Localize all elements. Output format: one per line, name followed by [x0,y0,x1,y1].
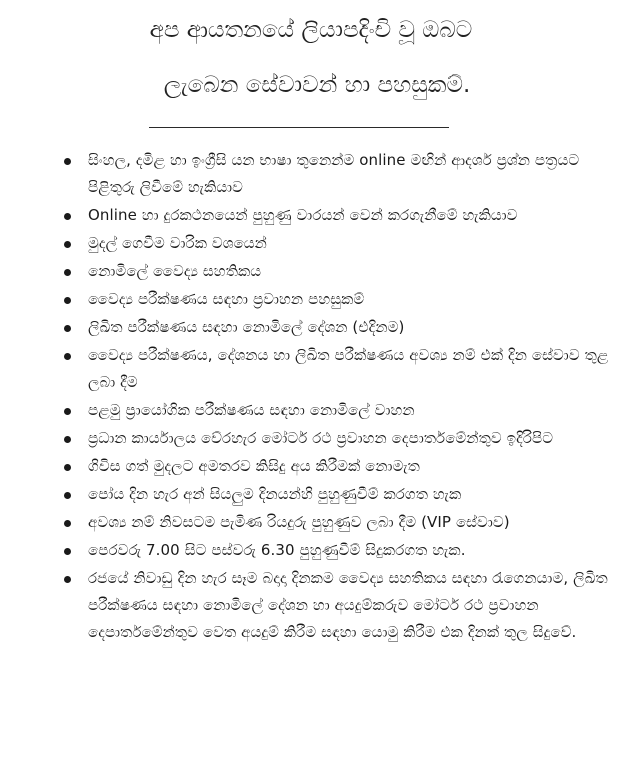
bullet-icon [64,353,71,360]
list-item-text: පළමු ප්‍රායෝගික පරීක්ෂණය සඳහා නොමිලේ වාහන [88,401,415,419]
list-item [64,342,624,396]
services-list [64,147,624,647]
list-item [64,397,624,424]
page-title-line-1: අප ආයතනයේ ලියාපදිංචි වූ ඔබට [149,17,473,43]
list-item-text: වෛද්‍ය පරීක්ෂණය සඳහා ප්‍රවාහන පහසුකම් [88,290,365,308]
list-item [64,481,624,508]
list-item [64,509,624,536]
list-item-text: නොමිලේ වෛද්‍ය සහතිකය [88,262,262,280]
list-item-text: පෝය දින හැර අන් සියලුම දිනයන්හි පුහුණුවීම් කරගත හැක [88,485,462,503]
list-item [64,565,624,646]
list-item [64,202,624,229]
bullet-icon [64,576,71,583]
list-item-text: ගිවිස ගත් මුදලට අමතරව කිසිදු අය කිරීමක් නොමැත [88,457,420,475]
list-item-text: Online හා දුරකථනයෙන් පුහුණු වාරයන් වෙන් කරගැනීමේ හැකියාව [88,206,518,224]
list-item-text: ලිඛිත පරීක්ෂණය සඳහා නොමිලේ දේශන (එදිනම) [88,318,405,336]
bullet-icon [64,269,71,276]
list-item [64,286,624,313]
bullet-icon [64,325,71,332]
bullet-icon [64,436,71,443]
list-item-text: රජයේ නිවාඩු දින හැර සෑම බදාදා දිනකම වෛද්‍ය සහතිකය සඳහා රැගෙනයාම, ලිඛිත පරීක්ෂණය සඳහා නොමිලේ දේශන හා අයදුම්කරුව මෝටර් රථ ප්‍රවාහන දෙපාර්තමේන්තුව වෙත අයදුම් කිරීම සඳහා යොමු කිරීම එක දිනක් තුල සිදුවේ. [88,569,608,641]
bullet-icon [64,241,71,248]
list-item-text: සිංහල, දමිළ හා ඉංග්‍රීසි යන භාෂා තුනෙන්ම online මඟින් ආදර්ශ ප්‍රශ්න පත්‍රයට පිළිතුරු ලිවීමේ හැකියාව [88,151,580,196]
list-item-text: මුදල් ගෙවීම වාරික වශයෙන් [88,234,267,252]
list-item [64,537,624,564]
bullet-icon [64,158,71,165]
bullet-icon [64,464,71,471]
list-item-text: පෙරවරු 7.00 සිට පස්වරු 6.30 පුහුණුවීම් සිදුකරගත හැක. [88,541,466,559]
title-divider [149,127,449,128]
list-item-text: වෛද්‍ය පරීක්ෂණය, දේශනය හා ලිඛිත පරීක්ෂණය අවශ්‍ය නම් එක් දින සේවාව තුළ ලබා දීම [88,346,609,391]
list-item [64,230,624,257]
bullet-icon [64,297,71,304]
list-item-text: අවශ්‍ය නම් නිවසටම පැමිණ රියදුරු පුහුණුව ලබා දීම (VIP සේවාව) [88,513,510,531]
bullet-icon [64,548,71,555]
bullet-icon [64,213,71,220]
list-item [64,258,624,285]
list-item [64,147,624,201]
bullet-icon [64,520,71,527]
list-item [64,425,624,452]
list-item [64,314,624,341]
bullet-icon [64,408,71,415]
list-item [64,453,624,480]
list-item-text: ප්‍රධාන කාර්යාලය වේරහැර මෝටර් රථ ප්‍රවාහන දෙපාර්තමේන්තුව ඉදිරිපිට [88,429,554,447]
bullet-icon [64,492,71,499]
page-title-line-2: ලැබෙන සේවාවන් හා පහසුකම්. [163,72,471,98]
